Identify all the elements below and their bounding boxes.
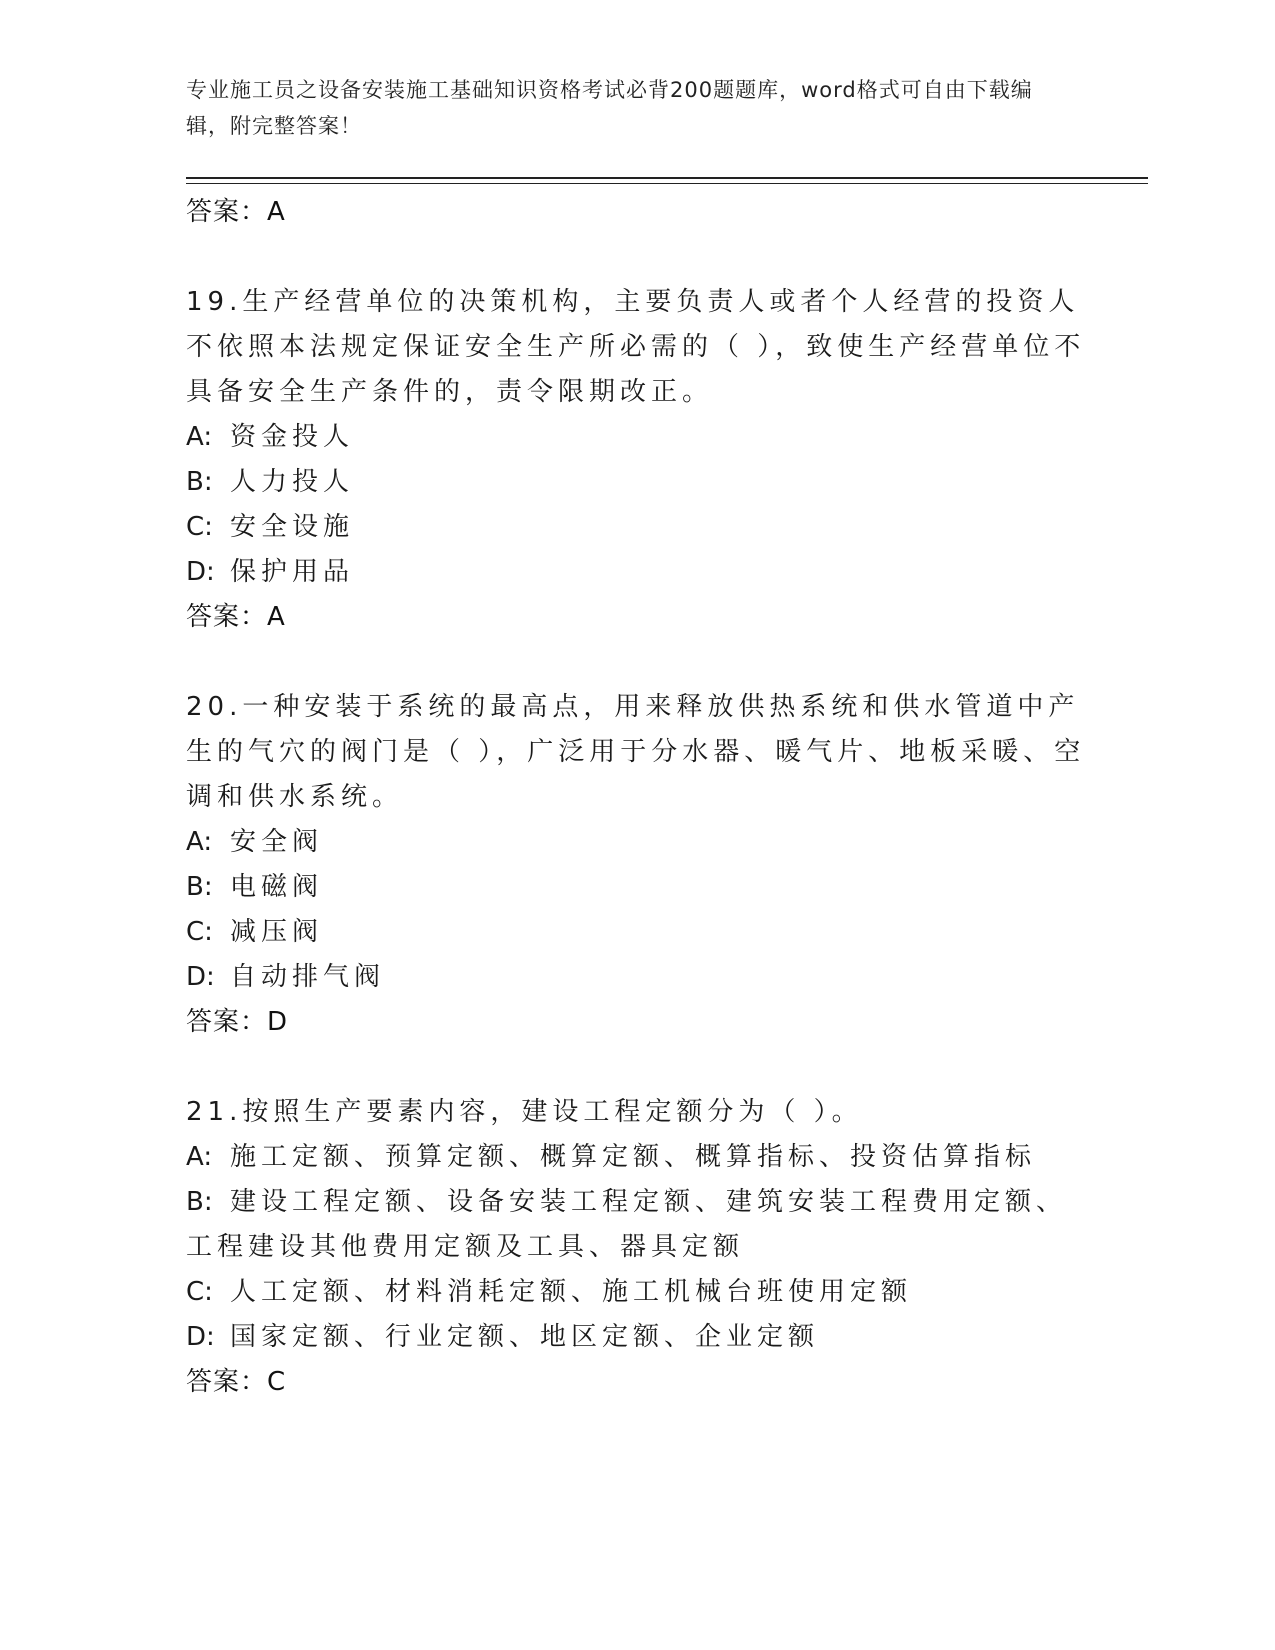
answer-line: 答案：A: [186, 197, 286, 227]
option-key: A:: [186, 1142, 213, 1172]
spacer: [186, 640, 1086, 685]
question-20: [186, 685, 1086, 1045]
option-a: [186, 415, 1086, 460]
option-text: 建设工程定额、设备安装工程定额、建筑安装工程费用定额、工程建设其他费用定额及工具、器具定额: [186, 1187, 1068, 1262]
option-a: [186, 820, 1086, 865]
option-key: A:: [186, 827, 213, 857]
answer-line: 答案：A: [186, 602, 286, 632]
question-21: [186, 1090, 1086, 1405]
option-c: [186, 1270, 1086, 1315]
option-c: [186, 505, 1086, 550]
option-text: 国家定额、行业定额、地区定额、企业定额: [230, 1322, 820, 1352]
option-key: C:: [186, 512, 213, 542]
spacer: [186, 235, 1086, 280]
question-text: 19.生产经营单位的决策机构，主要负责人或者个人经营的投资人不依照本法规定保证安全生产所必需的（ ），致使生产经营单位不具备安全生产条件的，责令限期改正。: [186, 287, 1086, 407]
question-text: 21.按照生产要素内容，建设工程定额分为（ ）。: [186, 1097, 863, 1127]
question-text: 20.一种安装于系统的最高点，用来释放供热系统和供水管道中产生的气穴的阀门是（ ），广泛用于分水器、暖气片、地板采暖、空调和供水系统。: [186, 692, 1086, 812]
option-a: [186, 1135, 1086, 1180]
option-d: [186, 550, 1086, 595]
document-body: [186, 190, 1086, 1405]
option-key: B:: [186, 1187, 213, 1217]
option-key: D:: [186, 962, 215, 992]
option-key: C:: [186, 1277, 213, 1307]
option-text: 自动排气阀: [230, 962, 386, 992]
spacer: [186, 1045, 1086, 1090]
option-key: D:: [186, 1322, 215, 1352]
question-19: [186, 280, 1086, 640]
answer-line: 答案：C: [186, 1367, 287, 1397]
option-key: B:: [186, 467, 213, 497]
option-b: [186, 460, 1086, 505]
option-b: [186, 1180, 1086, 1270]
option-key: B:: [186, 872, 213, 902]
option-key: D:: [186, 557, 215, 587]
option-text: 电磁阀: [230, 872, 324, 902]
option-key: A:: [186, 422, 213, 452]
option-key: C:: [186, 917, 213, 947]
option-text: 减压阀: [230, 917, 324, 947]
answer-line: 答案：D: [186, 1007, 289, 1037]
header-divider: [186, 177, 1148, 184]
option-text: 人力投人: [230, 467, 355, 497]
option-text: 人工定额、材料消耗定额、施工机械台班使用定额: [230, 1277, 913, 1307]
document-header: 专业施工员之设备安装施工基础知识资格考试必背200题题库，word格式可自由下载编辑，附完整答案！: [186, 78, 1033, 138]
option-text: 资金投人: [230, 422, 355, 452]
option-text: 安全阀: [230, 827, 324, 857]
option-text: 保护用品: [230, 557, 355, 587]
option-text: 施工定额、预算定额、概算定额、概算指标、投资估算指标: [230, 1142, 1037, 1172]
option-c: [186, 910, 1086, 955]
option-d: [186, 955, 1086, 1000]
option-text: 安全设施: [230, 512, 355, 542]
option-b: [186, 865, 1086, 910]
option-d: [186, 1315, 1086, 1360]
